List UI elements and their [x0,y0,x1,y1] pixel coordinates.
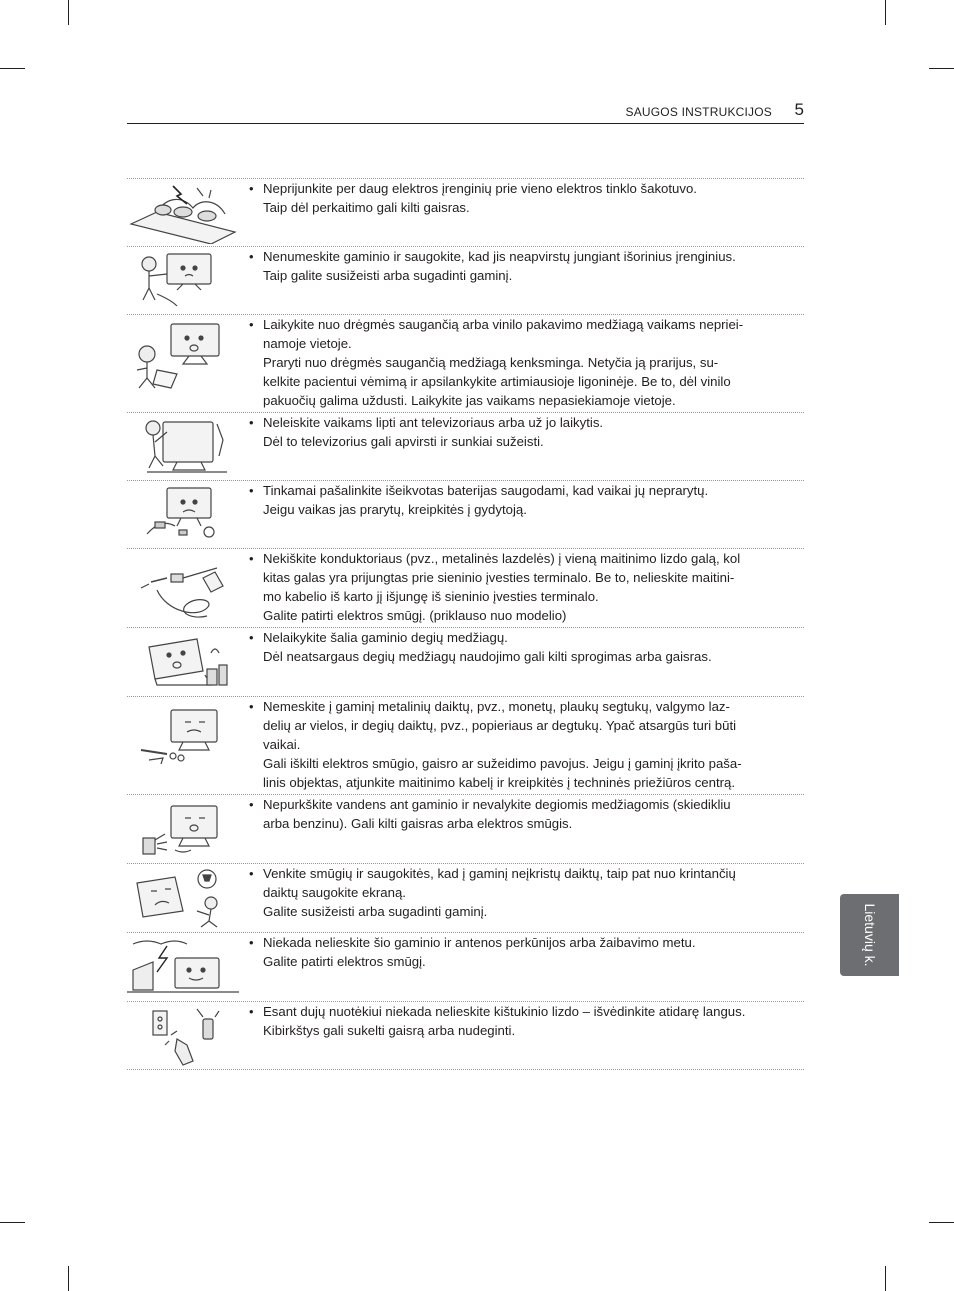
instruction-text: • Nemeskite į gaminį metalinių daiktų, pvz., monetų, plaukų segtukų, valgymo laz- delių ar vielos, ir degių daiktų, pvz., popieriaus ar degtukų. Ypač atsargūs turi būti vaikai. Gali iškilti elektros smūgio, gaisro ar sužeidimo pavojus. Jeigu į gaminį įkrito paša- linis objektas, atjunkite maitinimo kabelį ir kreipkitės į techninės priežiūros centrą. [263,697,791,792]
overloaded-outlet-icon [127,182,239,244]
page-header [127,99,804,124]
crop-mark [0,1222,25,1223]
page-number: 5 [794,100,804,119]
crop-mark [68,0,69,25]
list-item [127,314,804,412]
section-title: SAUGOS INSTRUKCIJOS [625,105,772,119]
instruction-text: • Nenumeskite gaminio ir saugokite, kad jis neapvirstų jungiant išorinius įrenginius. Taip galite susižeisti arba sugadinti gaminį. [263,247,791,285]
child-plastic-bag-icon [127,318,239,390]
instruction-text: • Nekiškite konduktoriaus (pvz., metalinės lazdelės) į vieną maitinimo lizdo galą, kol kitas galas yra prijungtas prie sieninio įvesties terminalo. Be to, nelieskite maitini- mo kabelio iš karto jį išjungę iš sieninio įvesties terminalo. Galite patirti elektros smūgį. (priklauso nuo modelio) [263,549,791,625]
language-tab-label: Lietuvių k. [861,903,878,967]
list-item [127,412,804,480]
instruction-text: • Laikykite nuo drėgmės saugančią arba vinilo pakavimo medžiagą vaikams nepriei- namoje vietoje. Praryti nuo drėgmės saugančią medžiagą kenksminga. Netyčia ją prarijus, su- kelkite pacientui vėmimą ir apsilankykite artimiausioje ligoninėje. Be to, dėl vinilo pakuočių galima uždusti. Laikykite jas vaikams nepasiekiamoje vietoje. [263,315,791,410]
instruction-text: • Nepurkškite vandens ant gaminio ir nevalykite degiomis medžiagomis (skiedikliu arba benzinu). Gali kilti gaisras arba elektros smūgis. [263,795,791,833]
instruction-text: • Tinkamai pašalinkite išeikvotas baterijas saugodami, kad vaikai jų neprarytų. Jeigu vaikas jas prarytų, kreipkitės į gydytoją. [263,481,791,519]
list-item [127,627,804,696]
water-spray-icon [127,798,239,860]
list-item [127,794,804,863]
flammable-materials-icon [127,631,239,693]
instruction-text: • Niekada nelieskite šio gaminio ir antenos perkūnijos arba žaibavimo metu. Galite patirti elektros smūgį. [263,933,791,971]
language-tab[interactable] [840,894,899,976]
child-pulling-cable-icon [127,250,239,312]
crop-mark [929,1222,954,1223]
instruction-text: • Nelaikykite šalia gaminio degių medžiagų. Dėl neatsargaus degių medžiagų naudojimo gali kilti sprogimas arba gaisras. [263,628,791,666]
lightning-icon [127,936,239,998]
list-item [127,246,804,314]
list-item [127,480,804,548]
instruction-text: • Venkite smūgių ir saugokitės, kad į gaminį neįkristų daiktų, taip pat nuo krintančių daiktų saugokite ekraną. Galite susižeisti arba sugadinti gaminį. [263,864,791,921]
impact-ball-icon [127,867,239,929]
list-item [127,696,804,794]
gas-leak-icon [127,1005,239,1067]
power-cord-metal-icon [127,552,239,622]
metal-objects-icon [127,700,239,772]
crop-mark [929,68,954,69]
safety-instructions-list [127,178,804,1070]
crop-mark [0,68,25,69]
instruction-text: • Neprijunkite per daug elektros įrenginių prie vieno elektros tinklo šakotuvo. Taip dėl perkaitimo gali kilti gaisras. [263,179,791,217]
crop-mark [885,1266,886,1291]
list-item [127,1001,804,1070]
list-item [127,548,804,627]
list-item [127,863,804,932]
instruction-text: • Esant dujų nuotėkiui niekada nelieskite kištukinio lizdo – išvėdinkite atidarę langus. Kibirkštys gali sukelti gaisrą arba nudeginti. [263,1002,791,1040]
battery-disposal-icon [127,484,239,546]
child-climbing-tv-icon [127,416,239,478]
list-item [127,178,804,246]
crop-mark [68,1266,69,1291]
crop-mark [885,0,886,25]
instruction-text: • Neleiskite vaikams lipti ant televizoriaus arba už jo laikytis. Dėl to televizorius gali apvirsti ir sunkiai sužeisti. [263,413,791,451]
list-item [127,932,804,1001]
